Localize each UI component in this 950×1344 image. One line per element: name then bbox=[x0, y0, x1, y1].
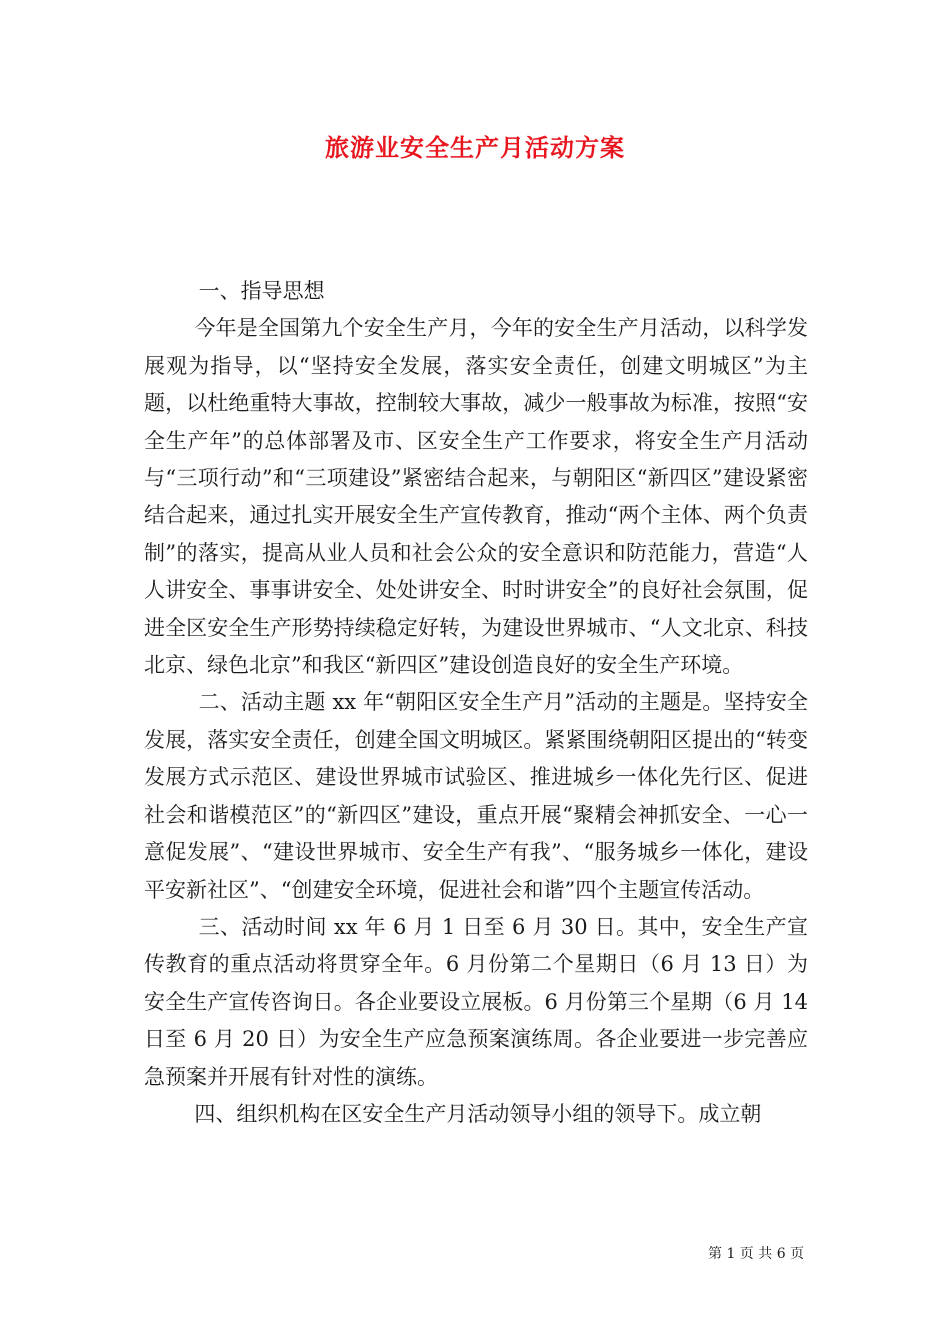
page-title: 旅游业安全生产月活动方案 bbox=[325, 133, 625, 162]
document-body bbox=[144, 273, 808, 1133]
paragraph-activity-theme: 二、活动主题 xx 年“朝阳区安全生产月”活动的主题是。坚持安全发展，落实安全责任，创建全国文明城区。紧紧围绕朝阳区提出的“转变发展方式示范区、建设世界城市试验区、推进城乡一体化先行区、促进社会和谐模范区”的“新四区”建设，重点开展“聚精会神抓安全、一心一意促发展”、“建设世界城市、安全生产有我”、“服务城乡一体化，建设平安新社区”、“创建安全环境，促进社会和谐”四个主题宣传活动。 bbox=[144, 690, 808, 902]
paragraph-organization: 四、组织机构在区安全生产月活动领导小组的领导下。成立朝 bbox=[194, 1101, 762, 1126]
page-number-footer: 第 1 页 共 6 页 bbox=[708, 1246, 805, 1262]
paragraph-guiding-ideology: 今年是全国第九个安全生产月，今年的安全生产月活动，以科学发展观为指导，以“坚持安全发展，落实安全责任，创建文明城区”为主题，以杜绝重特大事故，控制较大事故，减少一般事故为标准，按照“安全生产年”的总体部署及市、区安全生产工作要求，将安全生产月活动与“三项行动”和“三项建设”紧密结合起来，与朝阳区“新四区”建设紧密结合起来，通过扎实开展安全生产宣传教育，推动“两个主体、两个负责制”的落实，提高从业人员和社会公众的安全意识和防范能力，营造“人人讲安全、事事讲安全、处处讲安全、时时讲安全”的良好社会氛围，促进全区安全生产形势持续稳定好转，为建设世界城市、“人文北京、科技北京、绿色北京”和我区“新四区”建设创造良好的安全生产环境。 bbox=[144, 316, 808, 678]
section-heading-guiding-ideology: 一、指导思想 bbox=[198, 279, 325, 303]
paragraph-activity-time: 三、活动时间 xx 年 6 月 1 日至 6 月 30 日。其中，安全生产宣传教育的重点活动将贯穿全年。6 月份第二个星期日（6 月 13 日）为安全生产宣传咨询日。各企业要设立展板。6 月份第三个星期（6 月 14 日至 6 月 20 日）为安全生产应急预案演练周。各企业要进一步完善应急预案并开展有针对性的演练。 bbox=[144, 914, 808, 1089]
